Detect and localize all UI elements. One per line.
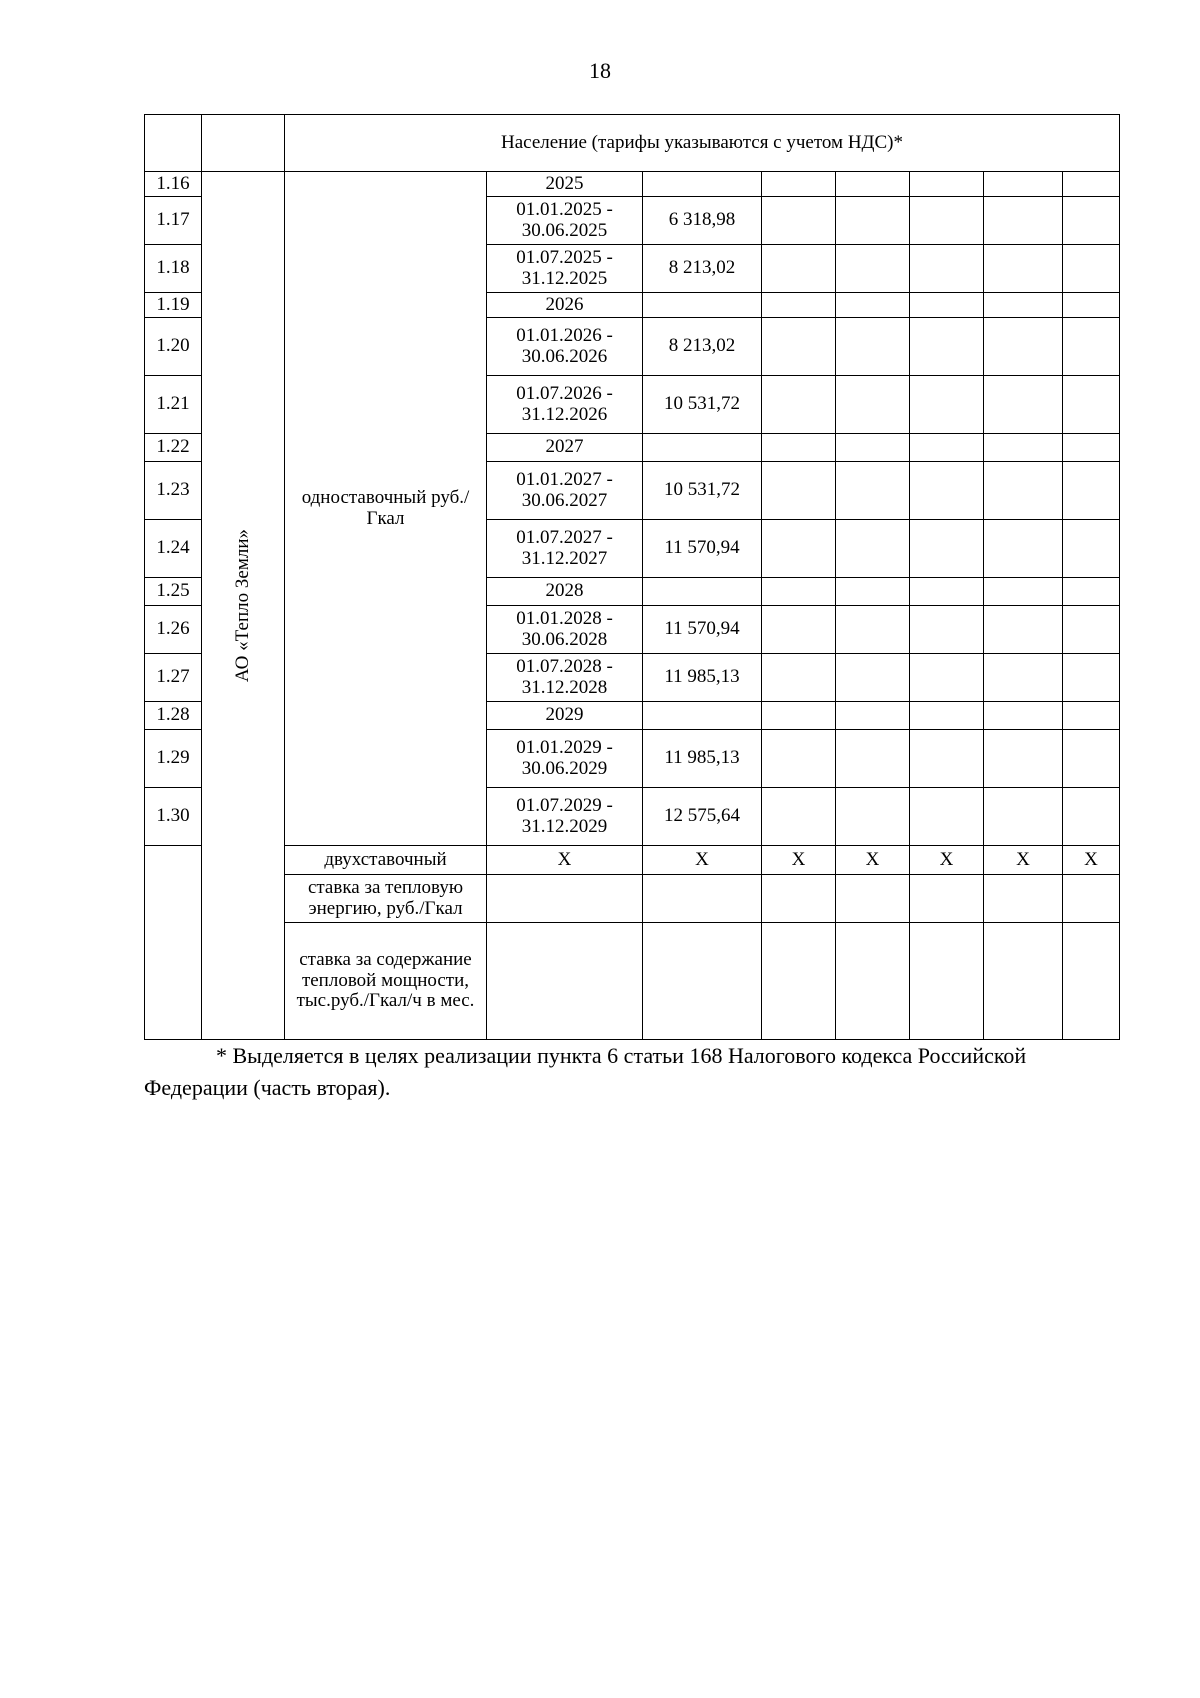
empty-cell	[836, 462, 910, 520]
empty-cell	[1063, 376, 1120, 434]
one-rate-label: одноставочный руб./Гкал	[285, 172, 487, 846]
empty-cell	[984, 788, 1063, 846]
empty-cell	[910, 654, 984, 702]
empty-cell	[984, 318, 1063, 376]
empty-cell	[1063, 730, 1120, 788]
empty-cell	[910, 245, 984, 293]
empty-cell	[762, 578, 836, 606]
not-applicable-mark: Х	[984, 846, 1063, 875]
empty-cell	[1063, 875, 1120, 923]
period-cell: 01.01.2025 - 30.06.2025	[487, 197, 643, 245]
row-number: 1.21	[145, 376, 202, 434]
period-cell: 2026	[487, 293, 643, 318]
capacity-rate-label: ставка за содержание тепловой мощности, тыс.руб./Гкал/ч в мес.	[285, 923, 487, 1040]
empty-cell	[984, 197, 1063, 245]
empty-cell	[910, 293, 984, 318]
organization-name: АО «Тепло Земли»	[231, 528, 253, 683]
row-number: 1.24	[145, 520, 202, 578]
tariff-value-cell: 8 213,02	[643, 318, 762, 376]
empty-cell	[984, 172, 1063, 197]
tariff-value-cell: 11 985,13	[643, 654, 762, 702]
empty-cell	[836, 172, 910, 197]
tariff-value-cell: 12 575,64	[643, 788, 762, 846]
tariff-value-cell: 11 985,13	[643, 730, 762, 788]
period-cell: 01.01.2029 - 30.06.2029	[487, 730, 643, 788]
row-number: 1.25	[145, 578, 202, 606]
empty-cell	[1063, 245, 1120, 293]
empty-cell	[984, 376, 1063, 434]
not-applicable-mark: Х	[836, 846, 910, 875]
empty-cell	[762, 520, 836, 578]
energy-rate-label: ставка за тепловую энергию, руб./Гкал	[285, 875, 487, 923]
empty-cell	[1063, 318, 1120, 376]
row-number: 1.20	[145, 318, 202, 376]
energy-rate-row	[145, 875, 1120, 923]
empty-cell	[1063, 462, 1120, 520]
row-number-empty	[145, 846, 202, 1040]
period-cell: 01.07.2026 - 31.12.2026	[487, 376, 643, 434]
empty-cell	[1063, 434, 1120, 462]
period-cell: 01.01.2028 - 30.06.2028	[487, 606, 643, 654]
footnote	[144, 1040, 1119, 1104]
table-header-row	[145, 115, 1120, 172]
tariff-table-body	[145, 115, 1120, 1040]
period-cell: 01.07.2027 - 31.12.2027	[487, 520, 643, 578]
two-rate-label: двухставочный	[285, 846, 487, 875]
empty-cell	[1063, 197, 1120, 245]
header-empty-org	[202, 115, 285, 172]
empty-cell	[984, 875, 1063, 923]
period-cell: 01.07.2029 - 31.12.2029	[487, 788, 643, 846]
empty-cell	[910, 702, 984, 730]
empty-cell	[836, 730, 910, 788]
empty-cell	[1063, 923, 1120, 1040]
empty-cell	[836, 245, 910, 293]
empty-cell	[836, 702, 910, 730]
empty-cell	[762, 197, 836, 245]
empty-cell	[984, 923, 1063, 1040]
empty-cell	[910, 197, 984, 245]
tariff-value-cell: 11 570,94	[643, 520, 762, 578]
period-cell: 01.01.2027 - 30.06.2027	[487, 462, 643, 520]
empty-cell	[984, 730, 1063, 788]
footnote-line-1: * Выделяется в целях реализации пункта 6 статьи 168 Налогового кодекса Российской	[216, 1043, 1027, 1068]
tariff-value-cell	[643, 702, 762, 730]
empty-cell	[836, 923, 910, 1040]
empty-cell	[984, 293, 1063, 318]
empty-cell	[762, 875, 836, 923]
empty-cell	[762, 654, 836, 702]
period-cell: 2025	[487, 172, 643, 197]
empty-cell	[643, 923, 762, 1040]
row-number: 1.23	[145, 462, 202, 520]
empty-cell	[984, 245, 1063, 293]
tariff-value-cell: 11 570,94	[643, 606, 762, 654]
empty-cell	[1063, 702, 1120, 730]
empty-cell	[836, 875, 910, 923]
capacity-rate-row	[145, 923, 1120, 1040]
empty-cell	[1063, 606, 1120, 654]
tariff-value-cell	[643, 293, 762, 318]
empty-cell	[762, 293, 836, 318]
period-cell: 2027	[487, 434, 643, 462]
period-cell: 2028	[487, 578, 643, 606]
empty-cell	[836, 606, 910, 654]
row-number: 1.19	[145, 293, 202, 318]
empty-cell	[910, 875, 984, 923]
row-number: 1.29	[145, 730, 202, 788]
not-applicable-mark: Х	[487, 846, 643, 875]
tariff-value-cell	[643, 434, 762, 462]
empty-cell	[1063, 172, 1120, 197]
empty-cell	[762, 376, 836, 434]
empty-cell	[910, 788, 984, 846]
empty-cell	[1063, 788, 1120, 846]
row-number: 1.26	[145, 606, 202, 654]
empty-cell	[1063, 654, 1120, 702]
empty-cell	[836, 318, 910, 376]
empty-cell	[836, 434, 910, 462]
period-cell: 01.07.2028 - 31.12.2028	[487, 654, 643, 702]
empty-cell	[836, 376, 910, 434]
period-cell: 01.07.2025 - 31.12.2025	[487, 245, 643, 293]
empty-cell	[910, 520, 984, 578]
empty-cell	[984, 654, 1063, 702]
header-empty-num	[145, 115, 202, 172]
empty-cell	[910, 172, 984, 197]
row-number: 1.28	[145, 702, 202, 730]
empty-cell	[984, 606, 1063, 654]
empty-cell	[910, 376, 984, 434]
empty-cell	[984, 520, 1063, 578]
tariff-table	[144, 114, 1120, 1040]
empty-cell	[984, 578, 1063, 606]
empty-cell	[487, 875, 643, 923]
empty-cell	[762, 702, 836, 730]
not-applicable-mark: Х	[1063, 846, 1120, 875]
row-number: 1.17	[145, 197, 202, 245]
tariff-value-cell: 6 318,98	[643, 197, 762, 245]
empty-cell	[762, 462, 836, 520]
empty-cell	[836, 293, 910, 318]
empty-cell	[762, 318, 836, 376]
tariff-value-cell: 10 531,72	[643, 462, 762, 520]
page-number: 18	[589, 58, 611, 83]
empty-cell	[910, 730, 984, 788]
row-number: 1.27	[145, 654, 202, 702]
empty-cell	[910, 578, 984, 606]
row-number: 1.30	[145, 788, 202, 846]
empty-cell	[836, 197, 910, 245]
tariff-value-cell	[643, 172, 762, 197]
empty-cell	[836, 578, 910, 606]
empty-cell	[762, 788, 836, 846]
empty-cell	[762, 606, 836, 654]
empty-cell	[1063, 293, 1120, 318]
row-number: 1.18	[145, 245, 202, 293]
table-row	[145, 172, 1120, 197]
empty-cell	[984, 702, 1063, 730]
empty-cell	[910, 318, 984, 376]
empty-cell	[836, 788, 910, 846]
empty-cell	[762, 172, 836, 197]
row-number: 1.22	[145, 434, 202, 462]
empty-cell	[762, 434, 836, 462]
empty-cell	[643, 875, 762, 923]
not-applicable-mark: Х	[762, 846, 836, 875]
empty-cell	[836, 654, 910, 702]
empty-cell	[910, 923, 984, 1040]
period-cell: 2029	[487, 702, 643, 730]
row-number: 1.16	[145, 172, 202, 197]
empty-cell	[762, 245, 836, 293]
tariff-value-cell: 10 531,72	[643, 376, 762, 434]
two-rate-row	[145, 846, 1120, 875]
tariff-value-cell: 8 213,02	[643, 245, 762, 293]
empty-cell	[910, 434, 984, 462]
empty-cell	[910, 606, 984, 654]
empty-cell	[487, 923, 643, 1040]
empty-cell	[1063, 578, 1120, 606]
period-cell: 01.01.2026 - 30.06.2026	[487, 318, 643, 376]
footnote-line-2: Федерации (часть вторая).	[144, 1074, 391, 1100]
tariff-value-cell	[643, 578, 762, 606]
empty-cell	[762, 923, 836, 1040]
empty-cell	[910, 462, 984, 520]
empty-cell	[1063, 520, 1120, 578]
population-header: Население (тарифы указываются с учетом НДС)*	[285, 115, 1120, 172]
empty-cell	[984, 462, 1063, 520]
organization-cell	[202, 172, 285, 1040]
empty-cell	[762, 730, 836, 788]
empty-cell	[836, 520, 910, 578]
not-applicable-mark: Х	[910, 846, 984, 875]
empty-cell	[984, 434, 1063, 462]
not-applicable-mark: Х	[643, 846, 762, 875]
